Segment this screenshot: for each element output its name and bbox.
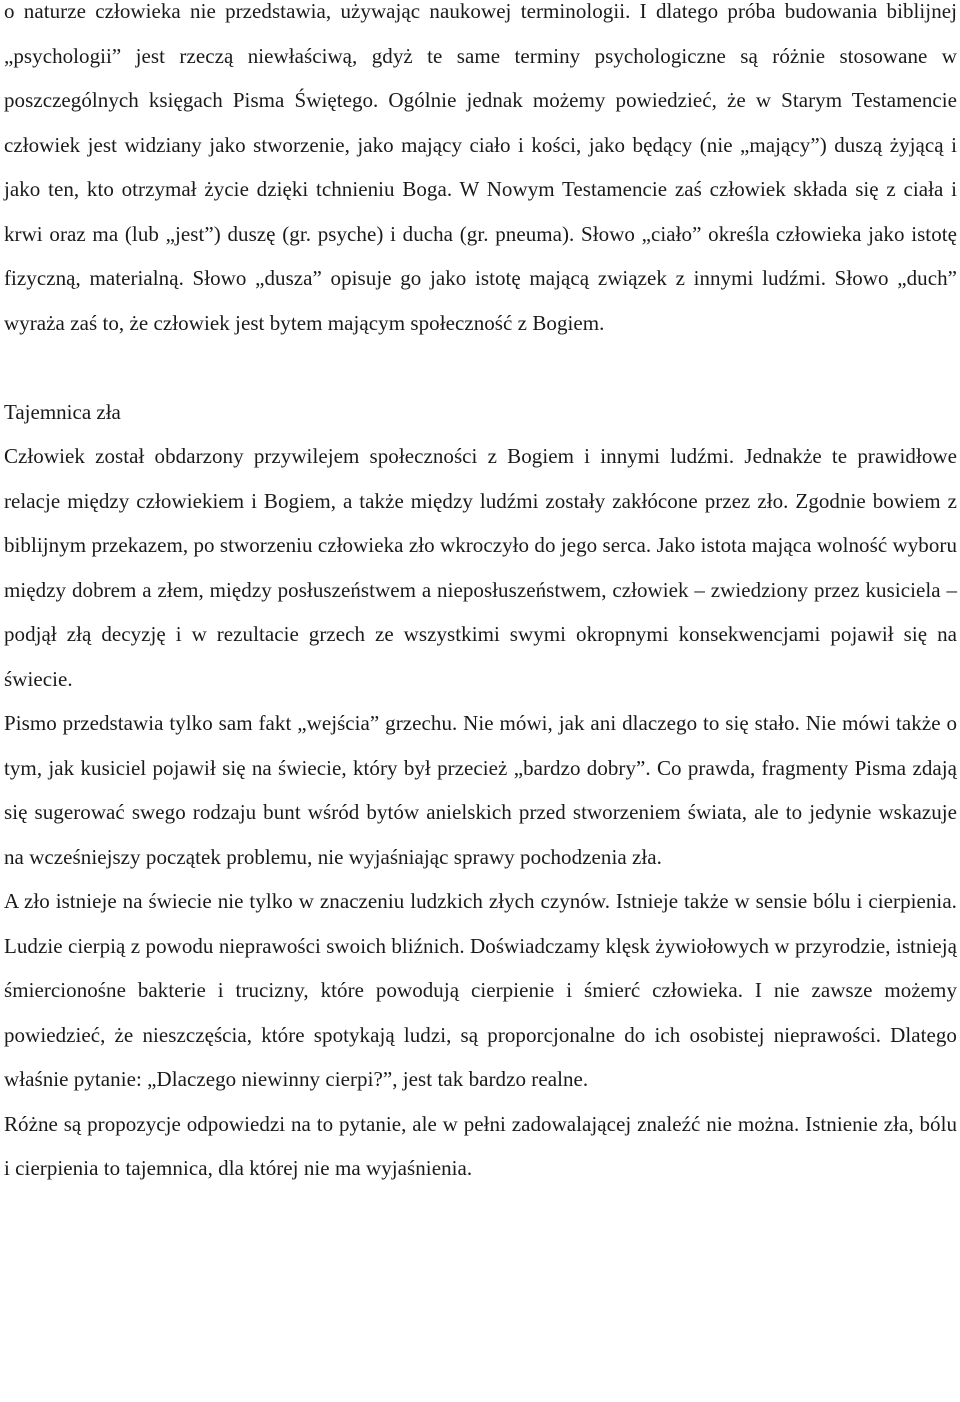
paragraph-2: Pismo przedstawia tylko sam fakt „wejścia” grzechu. Nie mówi, jak ani dlaczego to się stało. Nie mówi także o tym, jak kusiciel pojawił się na świecie, który był przecież „bardzo dobry”. Co prawda, fragmenty Pisma zdają się sugerować swego rodzaju bunt wśród bytów anielskich przed stworzeniem świata, ale to jedynie wskazuje na wcześniejszy początek problemu, nie wyjaśniając sprawy pochodzenia zła. — [4, 711, 957, 869]
paragraph-4: Różne są propozycje odpowiedzi na to pytanie, ale w pełni zadowalającej znaleźć nie można. Istnienie zła, bólu i cierpienia to tajemnica, dla której nie ma wyjaśnienia. — [4, 1111, 957, 1180]
paragraph-3: A zło istnieje na świecie nie tylko w znaczeniu ludzkich złych czynów. Istnieje także w sensie bólu i cierpienia. Ludzie cierpią z powodu nieprawości swoich bliźnich. Doświadczamy klęsk żywiołowych w przyrodzie, istnieją śmiercionośne bakterie i trucizny, które powodują cierpienie i śmierć człowieka. I nie zawsze możemy powiedzieć, że nieszczęścia, które spotykają ludzi, są proporcjonalne do ich osobistej nieprawości. Dlatego właśnie pytanie: „Dlaczego niewinny cierpi?”, jest tak bardzo realne. — [4, 889, 957, 1091]
paragraph-1: Człowiek został obdarzony przywilejem społeczności z Bogiem i innymi ludźmi. Jednakże te prawidłowe relacje między człowiekiem i Bogiem, a także między ludźmi zostały zakłócone przez zło. Zgodnie bowiem z biblijnym przekazem, po stworzeniu człowieka zło wkroczyło do jego serca. Jako istota mająca wolność wyboru między dobrem a złem, między posłuszeństwem a nieposłuszeństwem, człowiek – zwiedziony przez kusiciela – podjął złą decyzję i w rezultacie grzech ze wszystkimi swymi okropnymi konsekwencjami pojawił się na świecie. — [4, 444, 957, 691]
document-page — [4, 0, 957, 1191]
paragraph-intro: o naturze człowieka nie przedstawia, używając naukowej terminologii. I dlatego próba budowania biblijnej „psychologii” jest rzeczą niewłaściwą, gdyż te same terminy psychologiczne są różnie stosowane w poszczególnych księgach Pisma Świętego. Ogólnie jednak możemy powiedzieć, że w Starym Testamencie człowiek jest widziany jako stworzenie, jako mający ciało i kości, jako będący (nie „mający”) duszą żyjącą i jako ten, kto otrzymał życie dzięki tchnieniu Boga. W Nowym Testamencie zaś człowiek składa się z ciała i krwi oraz ma (lub „jest”) duszę (gr. psyche) i ducha (gr. pneuma). Słowo „ciało” określa człowieka jako istotę fizyczną, materialną. Słowo „dusza” opisuje go jako istotę mającą związek z innymi ludźmi. Słowo „duch” wyraża zaś to, że człowiek jest bytem mającym społeczność z Bogiem. — [4, 0, 957, 335]
section-heading: Tajemnica zła — [4, 399, 121, 424]
